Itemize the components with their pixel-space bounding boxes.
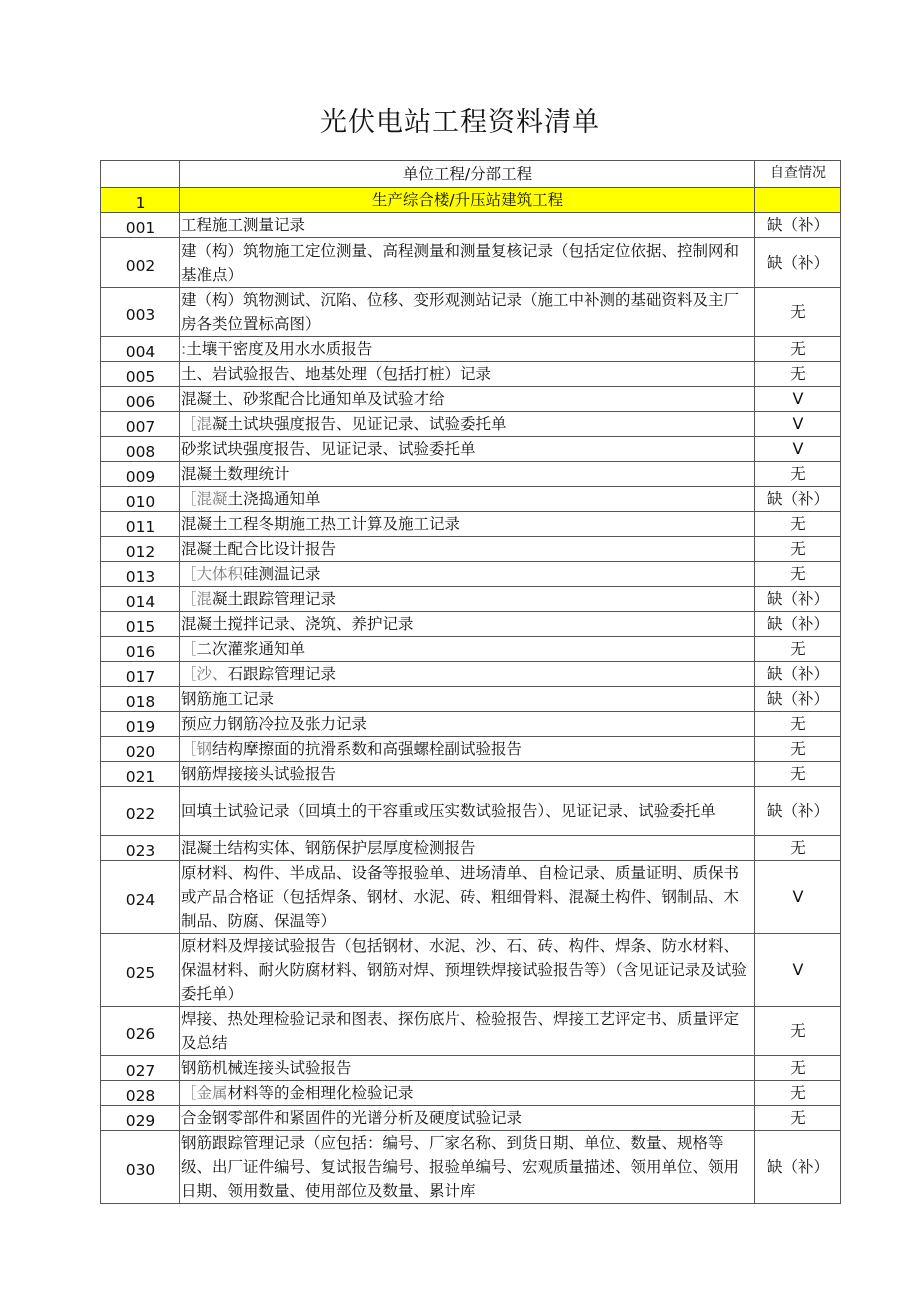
- row-check-status: 无: [790, 465, 806, 483]
- table-row: [101, 1131, 841, 1204]
- row-item-cell: [180, 437, 755, 462]
- row-item-text: 原材料及焊接试验报告（包括钢材、水泥、沙、石、砖、构件、焊条、防水材料、保温材料、耐火防腐材料、钢筋对焊、预埋铁焊接试验报告等）（含见证记录及试验委托单）: [181, 937, 747, 1003]
- row-item-prefix: ［大体积: [181, 565, 244, 583]
- row-check-cell: [755, 288, 841, 337]
- row-number: 016: [125, 643, 156, 661]
- row-check-cell: [755, 487, 841, 512]
- row-number-cell: [101, 1007, 180, 1056]
- row-check-status: 无: [790, 1022, 806, 1040]
- row-check-cell: [755, 1081, 841, 1106]
- row-item-cell: [180, 362, 755, 387]
- row-item-text: 原材料、构件、半成品、设备等报验单、进场清单、自检记录、质量证明、质保书或产品合格证（包括焊条、钢材、水泥、砖、粗细骨料、混凝土构件、钢制品、木制品、防腐、保温等）: [181, 864, 740, 930]
- row-check-cell: [755, 362, 841, 387]
- table-row: [101, 562, 841, 587]
- header-item-cell: 单位工程/分部工程: [180, 161, 755, 188]
- table-row: [101, 861, 841, 934]
- row-check-status: 缺（补）: [766, 216, 829, 234]
- row-check-cell: [755, 462, 841, 487]
- row-check-status: 无: [790, 1084, 806, 1102]
- row-item-text: 混凝土结构实体、钢筋保护层厚度检测报告: [181, 839, 476, 857]
- row-check-status: 无: [790, 640, 806, 658]
- row-number: 013: [125, 568, 156, 586]
- row-item-text: 混凝土工程冬期施工热工计算及施工记录: [181, 515, 461, 533]
- table-row: [101, 662, 841, 687]
- row-check-status: V: [792, 439, 804, 458]
- row-number-cell: [101, 462, 180, 487]
- row-number: 006: [125, 393, 156, 411]
- row-item-cell: [180, 1007, 755, 1056]
- row-item-cell: [180, 934, 755, 1007]
- row-number: 027: [125, 1062, 156, 1080]
- row-item-text: 土浇捣通知单: [227, 490, 321, 508]
- row-check-status: 缺（补）: [766, 490, 829, 508]
- row-number-cell: [101, 737, 180, 762]
- row-check-cell: [755, 662, 841, 687]
- row-number: 019: [125, 718, 156, 736]
- table-row: [101, 387, 841, 412]
- row-number: 017: [125, 668, 156, 686]
- group-no: 1: [135, 194, 146, 212]
- row-item-prefix: ［沙、: [181, 665, 228, 683]
- row-item-cell: [180, 861, 755, 934]
- row-item-prefix: ［金属: [181, 1084, 228, 1102]
- row-check-cell: [755, 213, 841, 238]
- row-number: 004: [125, 343, 156, 361]
- row-number-cell: [101, 1081, 180, 1106]
- row-check-status: 无: [790, 365, 806, 383]
- row-check-cell: [755, 737, 841, 762]
- row-number: 001: [125, 219, 156, 237]
- row-check-cell: [755, 412, 841, 437]
- row-number-cell: [101, 412, 180, 437]
- row-check-cell: [755, 637, 841, 662]
- row-check-status: 无: [790, 303, 806, 321]
- row-item-text: 建（构）筑物测试、沉陷、位移、变形观测站记录（施工中补测的基础资料及主厂房各类位置标高图）: [181, 291, 740, 333]
- table-row: [101, 412, 841, 437]
- table-row: [101, 238, 841, 288]
- row-item-text: 石跟踪管理记录: [227, 665, 337, 683]
- table-row: [101, 462, 841, 487]
- row-number: 029: [125, 1112, 156, 1130]
- table-row: [101, 687, 841, 712]
- table-row: [101, 737, 841, 762]
- row-item-text: 预应力钢筋冷拉及张力记录: [181, 715, 368, 733]
- row-check-cell: [755, 687, 841, 712]
- row-item-cell: [180, 762, 755, 787]
- row-number-cell: [101, 637, 180, 662]
- row-number-cell: [101, 562, 180, 587]
- row-check-status: 缺（补）: [766, 802, 829, 820]
- row-number-cell: [101, 512, 180, 537]
- row-item-cell: [180, 537, 755, 562]
- row-item-cell: [180, 462, 755, 487]
- table-row: [101, 487, 841, 512]
- row-number-cell: [101, 612, 180, 637]
- table-row: [101, 1081, 841, 1106]
- row-number-cell: [101, 537, 180, 562]
- table-row: [101, 612, 841, 637]
- row-check-cell: [755, 861, 841, 934]
- table-row: [101, 587, 841, 612]
- row-item-cell: [180, 288, 755, 337]
- row-number: 024: [125, 891, 156, 909]
- row-item-text: 砂浆试块强度报告、见证记录、试验委托单: [181, 440, 476, 458]
- table-row: [101, 288, 841, 337]
- row-check-cell: [755, 1007, 841, 1056]
- row-check-cell: [755, 787, 841, 836]
- table-row: [101, 437, 841, 462]
- row-check-status: 缺（补）: [766, 665, 829, 683]
- row-number: 022: [125, 805, 156, 823]
- row-item-text: 凝土跟踪管理记录: [212, 590, 337, 608]
- row-number: 012: [125, 543, 156, 561]
- row-item-cell: [180, 836, 755, 861]
- row-item-cell: [180, 687, 755, 712]
- row-item-text: 土壤干密度及用水水质报告: [186, 340, 373, 358]
- group-no-cell: [101, 188, 180, 213]
- row-check-status: 无: [790, 1059, 806, 1077]
- row-number: 021: [125, 768, 156, 786]
- row-number: 015: [125, 618, 156, 636]
- row-number: 023: [125, 842, 156, 860]
- table-row: [101, 637, 841, 662]
- table-row: [101, 712, 841, 737]
- table-row: [101, 836, 841, 861]
- row-check-cell: [755, 1106, 841, 1131]
- row-number: 028: [125, 1087, 156, 1105]
- row-check-status: 无: [790, 1109, 806, 1127]
- row-check-status: 缺（补）: [766, 690, 829, 708]
- row-check-status: 无: [790, 515, 806, 533]
- row-check-status: V: [792, 960, 804, 979]
- row-check-cell: [755, 238, 841, 288]
- row-number-cell: [101, 762, 180, 787]
- row-number: 008: [125, 443, 156, 461]
- row-check-status: 无: [790, 715, 806, 733]
- row-item-prefix: :: [181, 340, 187, 358]
- row-item-text: 混凝土搅拌记录、浇筑、养护记录: [181, 615, 414, 633]
- header-no-cell: [101, 161, 180, 188]
- row-check-cell: [755, 612, 841, 637]
- row-item-text: 混凝土配合比设计报告: [181, 540, 337, 558]
- row-number: 010: [125, 493, 156, 511]
- row-number-cell: [101, 1056, 180, 1081]
- row-item-text: 土、岩试验报告、地基处理（包括打桩）记录: [181, 365, 492, 383]
- row-number-cell: [101, 687, 180, 712]
- row-check-status: 缺（补）: [766, 615, 829, 633]
- page-title: 光伏电站工程资料清单: [320, 107, 600, 138]
- row-item-cell: [180, 562, 755, 587]
- row-number-cell: [101, 712, 180, 737]
- row-check-cell: [755, 836, 841, 861]
- table-row: [101, 537, 841, 562]
- row-number: 003: [125, 306, 156, 324]
- row-number-cell: [101, 836, 180, 861]
- row-check-cell: [755, 512, 841, 537]
- row-number-cell: [101, 934, 180, 1007]
- row-number: 030: [125, 1161, 156, 1179]
- row-item-cell: [180, 712, 755, 737]
- row-number: 020: [125, 743, 156, 761]
- row-item-cell: [180, 587, 755, 612]
- row-number-cell: [101, 337, 180, 362]
- row-item-cell: [180, 213, 755, 238]
- row-number-cell: [101, 1106, 180, 1131]
- row-number: 018: [125, 693, 156, 711]
- row-check-cell: [755, 562, 841, 587]
- row-item-prefix: ［混: [181, 415, 213, 433]
- row-item-text: 合金钢零部件和紧固件的光谱分析及硬度试验记录: [181, 1109, 523, 1127]
- table-row: [101, 934, 841, 1007]
- row-item-cell: [180, 1056, 755, 1081]
- table-row: [101, 362, 841, 387]
- row-number-cell: [101, 437, 180, 462]
- row-item-cell: [180, 487, 755, 512]
- row-item-cell: [180, 412, 755, 437]
- row-check-status: 缺（补）: [766, 1158, 829, 1176]
- table-row: [101, 1007, 841, 1056]
- row-item-text: 凝土试块强度报告、见证记录、试验委托单: [212, 415, 507, 433]
- row-check-cell: [755, 934, 841, 1007]
- row-check-cell: [755, 1131, 841, 1204]
- group-name-cell: 生产综合楼/升压站建筑工程: [180, 188, 755, 213]
- row-check-cell: [755, 337, 841, 362]
- row-item-cell: [180, 337, 755, 362]
- row-check-status: 缺（补）: [766, 590, 829, 608]
- row-check-cell: [755, 437, 841, 462]
- row-item-prefix: ［: [181, 640, 197, 658]
- row-item-prefix: ［混凝: [181, 490, 228, 508]
- row-item-text: 建（构）筑物施工定位测量、高程测量和测量复核记录（包括定位依据、控制网和基准点）: [181, 241, 740, 284]
- table-row: [101, 512, 841, 537]
- row-check-status: 无: [790, 839, 806, 857]
- row-item-text: 二次灌浆通知单: [196, 640, 306, 658]
- table-row: [101, 1106, 841, 1131]
- row-item-text: 工程施工测量记录: [181, 216, 306, 234]
- row-number-cell: [101, 587, 180, 612]
- row-item-cell: [180, 737, 755, 762]
- row-item-text: 混凝土数理统计: [181, 465, 290, 483]
- row-item-cell: [180, 787, 755, 836]
- row-check-status: 无: [790, 740, 806, 758]
- row-item-text: 材料等的金相理化检验记录: [227, 1084, 414, 1102]
- row-number-cell: [101, 238, 180, 288]
- row-number-cell: [101, 861, 180, 934]
- row-number-cell: [101, 1131, 180, 1204]
- row-item-cell: [180, 512, 755, 537]
- row-number: 026: [125, 1025, 156, 1043]
- row-number: 009: [125, 468, 156, 486]
- row-check-status: V: [792, 414, 804, 433]
- row-check-status: 无: [790, 565, 806, 583]
- row-item-text: 钢筋机械连接头试验报告: [181, 1059, 352, 1077]
- row-number-cell: [101, 387, 180, 412]
- row-item-text: 钢筋施工记录: [181, 690, 275, 708]
- group-check-cell: [755, 188, 841, 213]
- row-item-text: 焊接、热处理检验记录和图表、探伤底片、检验报告、焊接工艺评定书、质量评定及总结: [181, 1010, 740, 1052]
- row-check-cell: [755, 1056, 841, 1081]
- row-check-status: 无: [790, 340, 806, 358]
- row-item-cell: [180, 1081, 755, 1106]
- row-number: 011: [125, 518, 156, 536]
- row-number: 014: [125, 593, 156, 611]
- row-item-prefix: ［钢: [181, 740, 213, 758]
- row-item-cell: [180, 387, 755, 412]
- row-item-cell: [180, 637, 755, 662]
- row-item-prefix: ［混: [181, 590, 213, 608]
- row-number: 025: [125, 964, 156, 982]
- row-item-text: 硅测温记录: [243, 565, 321, 583]
- row-check-cell: [755, 712, 841, 737]
- row-check-cell: [755, 762, 841, 787]
- header-row: [101, 161, 841, 188]
- row-item-text: 混凝土、砂浆配合比通知单及试验才给: [181, 390, 445, 408]
- table-row: [101, 787, 841, 836]
- header-check-cell: 自查情况: [755, 161, 841, 188]
- row-item-cell: [180, 612, 755, 637]
- row-item-text: 结构摩擦面的抗滑系数和高强螺栓副试验报告: [212, 740, 523, 758]
- row-item-cell: [180, 662, 755, 687]
- row-check-cell: [755, 537, 841, 562]
- row-check-cell: [755, 587, 841, 612]
- table-row: [101, 762, 841, 787]
- row-number-cell: [101, 213, 180, 238]
- row-check-status: V: [792, 389, 804, 408]
- table-row: [101, 213, 841, 238]
- row-check-status: 缺（补）: [766, 253, 829, 272]
- row-number-cell: [101, 487, 180, 512]
- row-item-text: 钢筋焊接接头试验报告: [181, 765, 337, 783]
- row-item-text: 钢筋跟踪管理记录（应包括：编号、厂家名称、到货日期、单位、数量、规格等级、出厂证件编号、复试报告编号、报验单编号、宏观质量描述、领用单位、领用日期、领用数量、使用部位及数量、累计库: [181, 1134, 740, 1200]
- materials-table: [100, 160, 841, 1204]
- row-item-cell: [180, 1106, 755, 1131]
- row-check-status: V: [792, 887, 804, 906]
- row-check-cell: [755, 387, 841, 412]
- row-number-cell: [101, 288, 180, 337]
- row-number-cell: [101, 362, 180, 387]
- row-item-cell: [180, 238, 755, 288]
- row-item-cell: [180, 1131, 755, 1204]
- row-number: 005: [125, 368, 156, 386]
- row-number: 007: [125, 418, 156, 436]
- row-check-status: 无: [790, 765, 806, 783]
- table-row: [101, 337, 841, 362]
- row-number-cell: [101, 787, 180, 836]
- row-number: 002: [125, 256, 156, 275]
- row-number-cell: [101, 662, 180, 687]
- row-check-status: 无: [790, 540, 806, 558]
- row-item-text: 回填土试验记录（回填土的干容重或压实数试验报告）、见证记录、试验委托单: [181, 802, 716, 820]
- table-row: [101, 1056, 841, 1081]
- group-row: [101, 188, 841, 213]
